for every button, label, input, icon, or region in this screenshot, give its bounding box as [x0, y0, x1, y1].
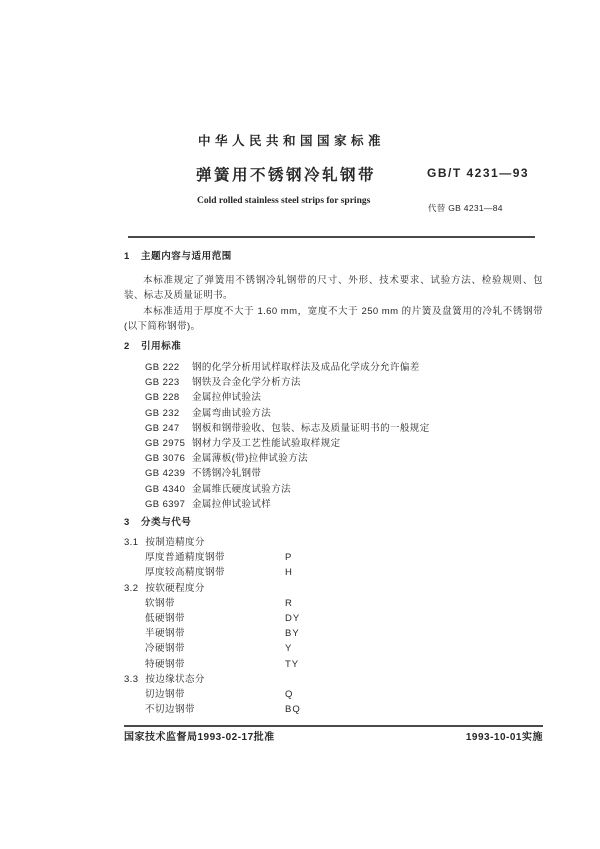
- classification-code: Q: [285, 689, 294, 701]
- section-3-heading: [124, 517, 543, 529]
- section-1-paragraph-2: 本标准适用于厚度不大于 1.60 mm，宽度不大于 250 mm 的片簧及盘簧用的冷轧不锈钢带(以下简称钢带)。: [124, 306, 543, 332]
- classification-item: [124, 641, 543, 656]
- subsection-3-2-heading: [124, 581, 543, 596]
- reference-title: 金属拉伸试验试样: [192, 498, 272, 510]
- section-1-heading: [124, 251, 543, 263]
- section-3-number: 3: [124, 517, 130, 529]
- reference-code: GB 222: [145, 362, 180, 373]
- classification-label: 特硬钢带: [145, 658, 186, 670]
- subsection-number: 3.2: [124, 582, 139, 594]
- implementation-date-label: 1993-10-01实施: [465, 732, 543, 744]
- national-standard-label: 中华人民共和国国家标准: [198, 134, 386, 148]
- classification-label: 切边钢带: [145, 689, 186, 701]
- section-2-number: 2: [124, 341, 130, 352]
- document-body: [0, 251, 600, 746]
- classification-item: [124, 611, 543, 626]
- classification-item: [124, 596, 543, 611]
- reference-title: 不锈钢冷轧钢带: [192, 468, 262, 480]
- reference-code: GB 223: [145, 377, 180, 389]
- subsection-number: 3.3: [124, 673, 139, 685]
- classification-label: 低硬钢带: [145, 613, 186, 625]
- reference-title: 钢铁及合金化学分析方法: [192, 377, 301, 389]
- reference-title: 金属薄板(带)拉伸试验方法: [192, 453, 309, 465]
- section-3-title: 分类与代号: [141, 517, 192, 529]
- replaces-standard-label: 代替 GB 4231—84: [428, 203, 503, 213]
- reference-item: [124, 390, 543, 405]
- classification-code: H: [285, 567, 293, 579]
- subsection-title: 按制造精度分: [145, 537, 205, 549]
- classification-code: BQ: [285, 704, 301, 716]
- classification-label: 冷硬钢带: [145, 643, 186, 655]
- reference-title: 钢材力学及工艺性能试验取样规定: [192, 438, 341, 450]
- header-divider: [128, 236, 535, 238]
- reference-code: GB 4340: [145, 483, 186, 495]
- reference-title: 金属维氏硬度试验方法: [192, 483, 292, 495]
- reference-item: [124, 406, 543, 421]
- reference-title: 金属拉伸试验法: [192, 392, 262, 404]
- reference-title: 钢的化学分析用试样取样法及成品化学成分允许偏差: [192, 362, 420, 373]
- classification-label: 半硬钢带: [145, 628, 186, 640]
- classification-label: 软钢带: [145, 597, 176, 609]
- reference-item: [124, 451, 543, 466]
- reference-title: 钢板和钢带验收、包装、标志及质量证明书的一般规定: [192, 422, 430, 434]
- reference-title: 金属弯曲试验方法: [192, 407, 272, 419]
- classification-code: Y: [285, 643, 293, 655]
- classification-code: BY: [285, 628, 300, 640]
- classification-item: [124, 550, 543, 565]
- classification-item: [124, 687, 543, 702]
- reference-code: GB 232: [145, 407, 180, 419]
- reference-item: [124, 436, 543, 451]
- reference-item: [124, 466, 543, 481]
- reference-code: GB 6397: [145, 498, 186, 510]
- classification-item: [124, 565, 543, 580]
- document-header: [0, 0, 600, 238]
- classification-label: 不切边钢带: [145, 704, 196, 716]
- standard-number: GB/T 4231—93: [427, 166, 530, 180]
- section-2-title: 引用标准: [141, 341, 182, 352]
- reference-code: GB 247: [145, 422, 180, 434]
- approval-date-label: 国家技术监督局1993-02-17批准: [124, 732, 275, 744]
- reference-item: [124, 360, 543, 375]
- reference-code: GB 228: [145, 392, 180, 404]
- classification-item: [124, 702, 543, 717]
- classification-code: TY: [285, 658, 300, 670]
- reference-list: [124, 360, 543, 512]
- section-2-heading: [124, 341, 543, 353]
- subsection-title: 按软硬程度分: [145, 582, 205, 594]
- subsection-number: 3.1: [124, 537, 139, 549]
- document-title-english: Cold rolled stainless steel strips for springs: [197, 196, 371, 206]
- section-1-title: 主题内容与适用范围: [141, 251, 232, 262]
- classification-label: 厚度普通精度钢带: [145, 552, 226, 564]
- reference-code: GB 4239: [145, 468, 186, 480]
- section-1-number: 1: [124, 251, 130, 262]
- reference-item: [124, 497, 543, 512]
- classification-code: P: [285, 552, 293, 564]
- reference-item: [124, 421, 543, 436]
- subsection-3-1-heading: [124, 535, 543, 550]
- subsection-title: 按边缘状态分: [145, 673, 205, 685]
- reference-code: GB 3076: [145, 453, 186, 465]
- reference-code: GB 2975: [145, 438, 186, 450]
- reference-item: [124, 482, 543, 497]
- classification-label: 厚度较高精度钢带: [145, 567, 226, 579]
- classification-item: [124, 626, 543, 641]
- classification-code: DY: [285, 613, 301, 625]
- classification-code: R: [285, 597, 293, 609]
- subsection-3-3-heading: [124, 672, 543, 687]
- document-title-chinese: 弹簧用不锈钢冷轧钢带: [196, 167, 377, 184]
- section-1-paragraph-1: 本标准规定了弹簧用不锈钢冷轧钢带的尺寸、外形、技术要求、试验方法、检验规则、包装、标志及质量证明书。: [124, 275, 543, 301]
- classification-list: [124, 535, 543, 717]
- footer-divider: [124, 725, 543, 727]
- document-footer: [124, 731, 543, 746]
- classification-item: [124, 657, 543, 672]
- reference-item: [124, 375, 543, 390]
